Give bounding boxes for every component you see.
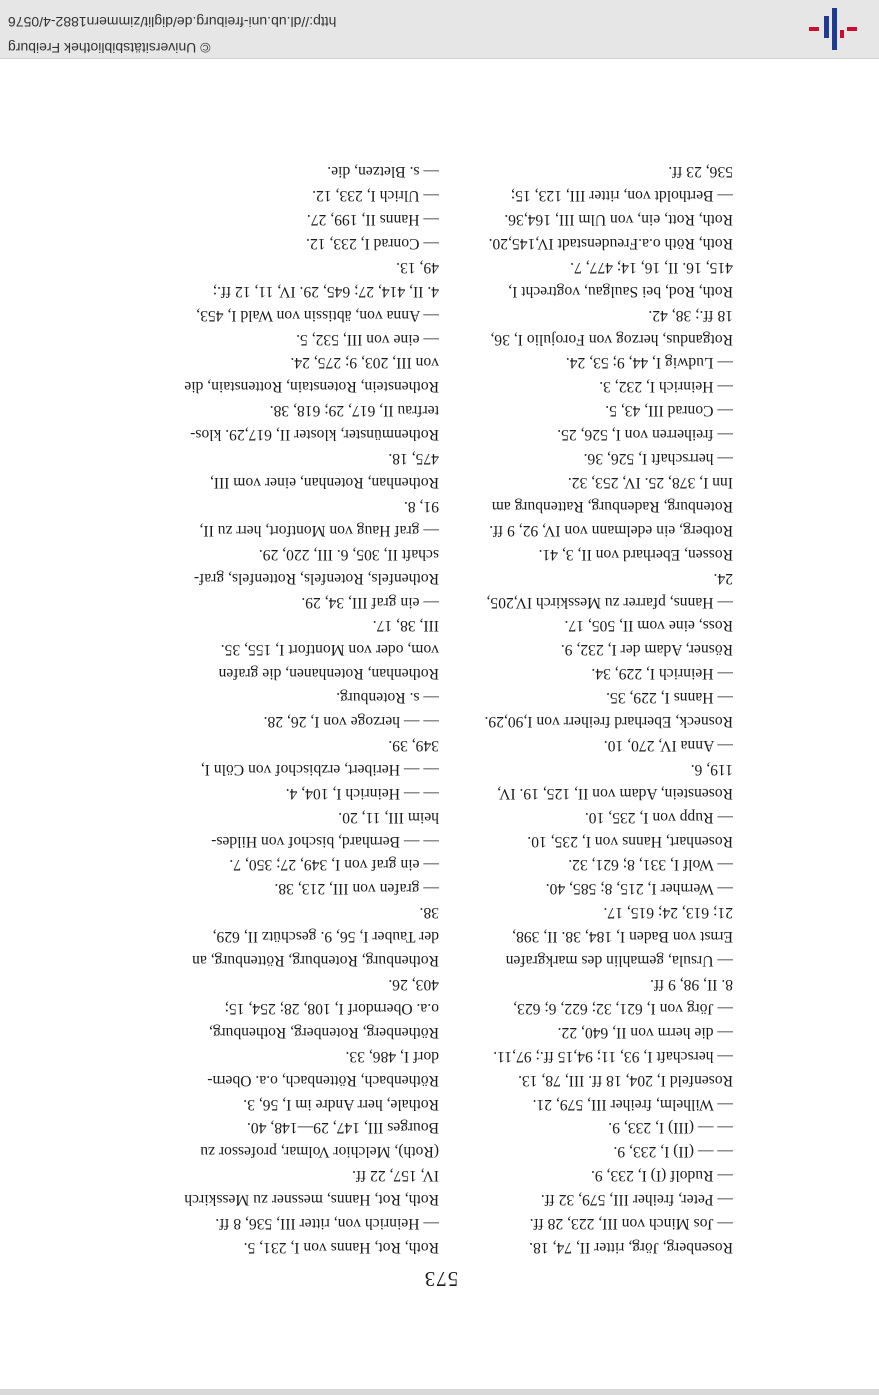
index-entry-line: Rothenburg, Rotenburg, Röttenburg, an: [192, 952, 439, 970]
index-entry-line: Rotberg, ein edelmann von IV, 92, 9 ff.: [489, 521, 733, 539]
index-entry-line: 49, 13.: [396, 258, 439, 276]
index-entry-line: — Wolf I, 331, 8; 621, 32.: [568, 856, 733, 874]
index-entry-line: IV, 157, 22 ff.: [352, 1167, 439, 1185]
ub-freiburg-logo-icon[interactable]: [809, 8, 857, 50]
index-entry-line: Rosenfeld I, 204, 18 ff. III, 78, 13.: [518, 1071, 733, 1089]
index-entry-line: — ein graf III, 34, 29.: [301, 593, 439, 611]
index-entry-line: — herrschaft I, 526, 36.: [583, 450, 733, 468]
index-entry-line: — Peter, freiher III, 579, 32 ff.: [540, 1191, 733, 1209]
index-entry-line: Rosenstein, Adam von II, 125, 19. IV,: [497, 784, 733, 802]
index-entry-line: — — Heinrich I, 104, 4.: [285, 784, 439, 802]
index-entry-line: 4. II, 414, 27; 645, 29. IV, 11, 12 ff.;: [212, 282, 439, 300]
index-entry-line: — Ulrich I, 233, 12.: [312, 187, 439, 205]
index-entry-line: schaft II, 305, 6. III, 220, 29.: [258, 545, 439, 563]
index-entry-line: — Ludwig I, 44, 9; 53, 24.: [565, 354, 733, 372]
index-entry-line: — Hanns II, 199, 27.: [306, 211, 439, 229]
index-entry-line: 119, 6.: [690, 760, 733, 778]
index-entry-line: — — Heribert, erzbischof von Cöln I,: [200, 760, 439, 778]
index-entry-line: terfrau II, 617, 29; 618, 38.: [269, 402, 439, 420]
index-entry-line: — Wernher I, 215, 8; 585, 40.: [545, 880, 733, 898]
index-entry-line: Ernst von Baden I, 184, 38. II, 398,: [512, 928, 733, 946]
index-entry-line: — Ursula, gemahlin des markgrafen: [505, 952, 733, 970]
index-entry-line: — — Bernhard, bischof von Hildes-: [211, 832, 439, 850]
index-entry-line: Roth, Rod, bei Saulgau, vogtrecht I,: [508, 282, 733, 300]
index-entry-line: — freiherren von I, 526, 25.: [557, 426, 733, 444]
index-entry-line: 536, 23 ff.: [668, 163, 733, 181]
index-entry-line: — Anna von, äbtissin von Wald I, 453,: [196, 306, 439, 324]
page-number: 573: [423, 1267, 459, 1291]
index-entry-line: Bourges III, 147, 29—148, 40.: [246, 1119, 439, 1137]
index-entry-line: — Hanns, pfarrer zu Messkirch IV,205,: [486, 593, 733, 611]
index-entry-line: — Jörg von I, 621, 32; 622, 6; 623,: [513, 999, 733, 1017]
index-entry-line: Ross, eine vom II, 505, 17.: [564, 617, 733, 635]
index-entry-line: — Bertholdt von, ritter III, 123, 15;: [510, 187, 733, 205]
index-entry-line: Inn I, 378, 25. IV, 253, 32.: [567, 474, 733, 491]
index-column-left: [445, 159, 733, 1259]
index-entry-line: Roth, Röth o.a.Freudenstadt IV,145,20.: [488, 234, 733, 252]
index-entry-line: — graf Haug von Montfort, herr zu II,: [199, 521, 439, 539]
index-entry-line: Röthenberg, Rotenberg, Rothenburg,: [209, 1023, 439, 1041]
bottom-divider: [0, 1389, 879, 1395]
index-entry-line: Rösner, Adam der I, 232, 9.: [560, 641, 733, 659]
index-entry-line: — Heinrich I, 229, 34.: [591, 665, 733, 683]
index-entry-line: Röthenbach, Röttenbach, o.a. Obern-: [207, 1071, 439, 1089]
index-entry-line: Rothale, herr Andre im I, 56, 3.: [243, 1095, 439, 1113]
source-url-link[interactable]: http://dl.ub.uni-freiburg.de/diglit/zimmern1882-4/0576: [8, 14, 337, 30]
index-entry-line: vom, oder von Montfort I, 155, 35.: [220, 641, 439, 659]
index-entry-line: Rothenfels, Rotenfels, Rottenfels, graf-: [193, 569, 439, 587]
index-entry-line: Roth, Rott, ein, von Ulm III, 164,36.: [504, 211, 733, 229]
index-entry-line: der Tauber I, 56, 9. geschütz II, 629,: [212, 928, 439, 946]
index-entry-line: Roth, Rot, Hanns, messner zu Messkirch: [184, 1191, 439, 1209]
index-entry-line: — Anna IV, 270, 10.: [603, 736, 733, 754]
index-entry-line: — ein graf von I, 349, 27; 350, 7.: [229, 856, 439, 874]
index-entry-line: o.a. Oberndorf I, 108, 28; 254, 15;: [224, 999, 439, 1017]
index-entry-line: Rotenburg, Radenburg, Rattenburg am: [491, 497, 733, 515]
index-entry-line: — Heinrich von, ritter III, 536, 8 ff.: [215, 1215, 439, 1233]
copyright-text: © Universitätsbibliothek Freiburg: [8, 40, 211, 56]
index-entry-line: Rosenberg, Jörg, ritter II, 74, 18.: [529, 1239, 733, 1256]
index-entry-line: Rotgandus, herzog von Forojulio I, 36,: [490, 330, 733, 348]
index-entry-line: — s. Rotenburg.: [336, 689, 439, 707]
index-entry-line: 18 ff.; 38, 42.: [648, 306, 733, 324]
index-entry-line: — Rupp von I, 235, 10.: [584, 808, 733, 826]
index-entry-line: — — (III) I, 233, 9.: [608, 1119, 733, 1137]
index-entry-line: — herschaft I, 93, 11; 94,15 ff.; 97,11.: [493, 1047, 733, 1065]
index-entry-line: Rothenstein, Rotenstain, Rottenstain, die: [184, 378, 439, 396]
index-entry-line: Rothenmünster, kloster II, 617,29. klos-: [190, 426, 439, 444]
index-entry-line: heim III, 11, 20.: [338, 808, 439, 826]
index-entry-line: — Conrad I, 233, 12.: [306, 234, 439, 252]
index-entry-line: 38.: [419, 904, 439, 922]
index-entry-line: Rothenhan, Rotenhanen, die grafen: [218, 665, 439, 683]
header-bar: [0, 0, 879, 59]
index-entry-line: Rossen, Eberhard von II, 3, 41.: [538, 545, 733, 563]
index-entry-line: 475, 18.: [388, 450, 439, 468]
index-entry-line: 24.: [713, 569, 733, 587]
index-column-right: [151, 159, 439, 1259]
index-entry-line: — Heinrich I, 232, 3.: [599, 378, 733, 396]
index-entry-line: — die herrn von II, 640, 22.: [557, 1023, 733, 1041]
index-entry-line: 21; 613, 24; 615, 17.: [603, 904, 733, 922]
index-entry-line: von III, 203, 9; 275, 24.: [290, 354, 439, 372]
index-entry-line: — Conrad III, 43, 5.: [605, 402, 733, 420]
index-entry-line: (Roth), Melchior Volmar, professor zu: [200, 1143, 439, 1161]
index-entry-line: Rosenhart, Hanns von I, 235, 10.: [527, 832, 733, 850]
index-entry-line: III, 38, 17.: [372, 617, 439, 635]
index-entry-line: — — herzoge von I, 26, 28.: [263, 713, 439, 731]
index-entry-line: — Jos Minch von III, 223, 28 ff.: [529, 1215, 733, 1233]
index-entry-line: dorf I, 486, 33.: [345, 1047, 439, 1065]
index-entry-line: — eine von III, 532, 5.: [296, 330, 439, 348]
index-entry-line: — s. Bletzen, die.: [327, 163, 439, 181]
index-entry-line: Rosneck, Eberhard freiherr von I,90,29.: [484, 713, 733, 731]
index-entry-line: Rothenhan, Rotenhan, einer vom III,: [209, 474, 439, 491]
index-entry-line: 403, 26.: [388, 976, 439, 994]
index-entry-line: — — (II) I, 233, 9.: [613, 1143, 733, 1161]
index-entry-line: — Rudolf (I) I, 233, 9.: [590, 1167, 733, 1185]
index-entry-line: 415, 16. II, 16, 14; 477, 7.: [570, 258, 733, 276]
index-entry-line: — grafen von III, 213, 38.: [274, 880, 439, 898]
index-entry-line: 8. II, 98, 9 ff.: [650, 976, 733, 994]
index-entry-line: — Hanns I, 229, 35.: [606, 689, 733, 707]
index-entry-line: 91, 8.: [403, 497, 439, 515]
index-entry-line: 349, 39.: [388, 736, 439, 754]
index-entry-line: — Wilhelm, freiher III, 579, 21.: [532, 1095, 733, 1113]
index-entry-line: Roth, Rot, Hanns von I, 231, 5.: [243, 1239, 439, 1256]
